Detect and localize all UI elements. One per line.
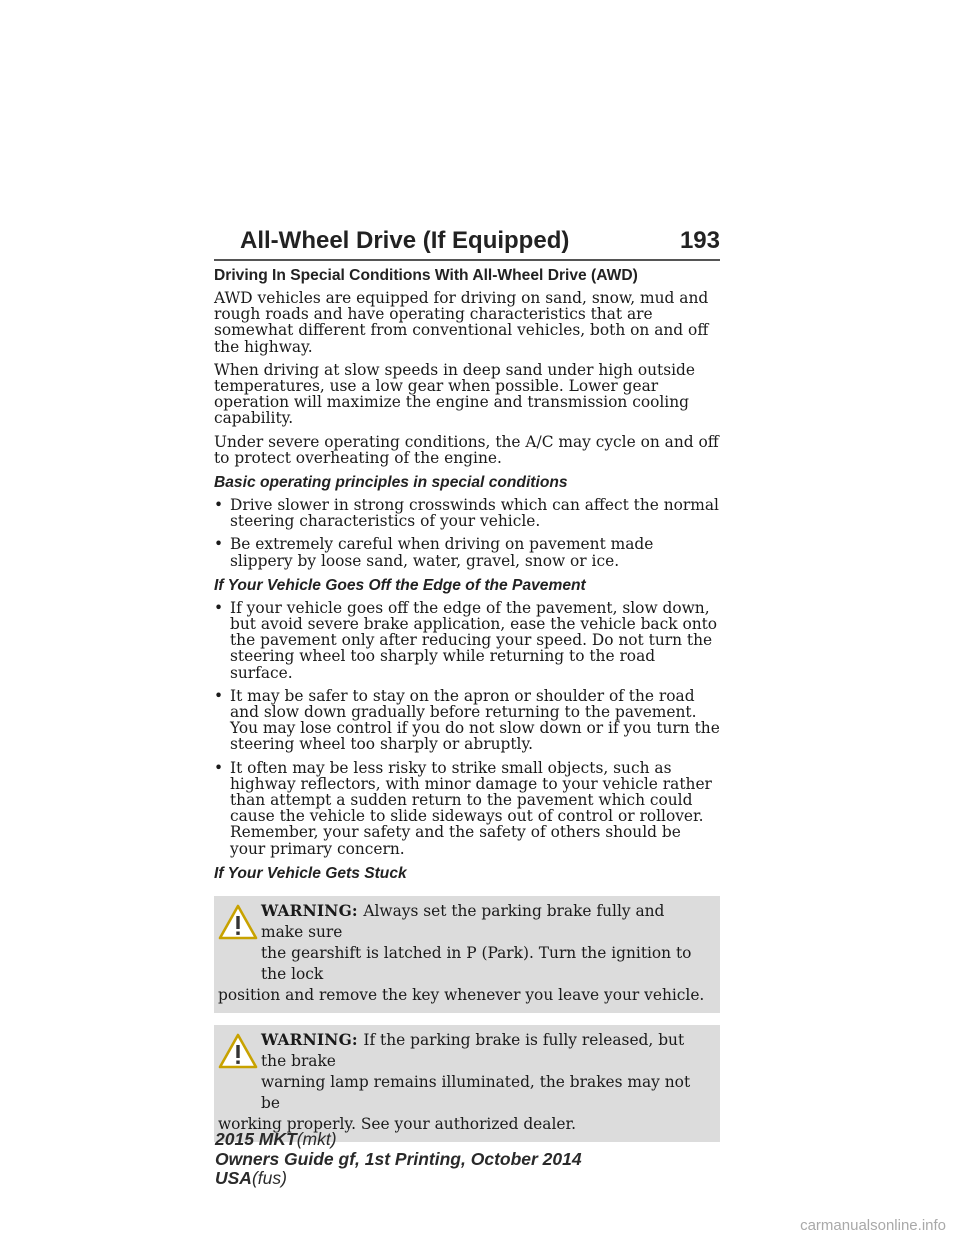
paragraph: Under severe operating conditions, the A/C may cycle on and off to protect overheating of the engine. xyxy=(214,432,719,467)
warning-triangle-icon xyxy=(218,1033,258,1069)
page-content xyxy=(214,266,720,1154)
footer-guide-line: Owners Guide gf, 1st Printing, October 2014 xyxy=(215,1148,582,1169)
section-heading-stuck: If Your Vehicle Gets Stuck xyxy=(214,864,407,882)
section-heading-basic-principles: Basic operating principles in special conditions xyxy=(214,474,568,492)
warning-box xyxy=(214,896,720,1013)
warning-line: the gearshift is latched in P (Park). Turn the ignition to the lock xyxy=(261,943,692,983)
chapter-title: All-Wheel Drive (If Equipped) xyxy=(240,227,570,254)
warning-line: warning lamp remains illuminated, the brakes may not be xyxy=(261,1072,691,1112)
warning-line: position and remove the key whenever you leave your vehicle. xyxy=(218,985,705,1004)
bullet-marker: • xyxy=(214,496,224,515)
footer-region: USA xyxy=(215,1168,252,1188)
warning-first-line xyxy=(218,901,708,943)
paragraph: When driving at slow speeds in deep sand under high outside temperatures, use a low gear when possible. Lower gear operation will maximize the engine and transmission cooling capability. xyxy=(214,360,696,428)
page-footer xyxy=(215,1130,582,1189)
section-heading-off-pavement: If Your Vehicle Goes Off the Edge of the Pavement xyxy=(214,576,586,594)
footer-region-code: (fus) xyxy=(251,1168,287,1188)
bullet-marker: • xyxy=(214,598,224,617)
footer-model: 2015 MKT xyxy=(215,1129,297,1149)
bullet-marker: • xyxy=(214,686,224,705)
paragraph: AWD vehicles are equipped for driving on sand, snow, mud and rough roads and have operating characteristics that are somewhat different from conventional vehicles, both on and off the highway. xyxy=(214,289,709,356)
page-header xyxy=(240,226,720,256)
list-item xyxy=(214,497,720,529)
warning-line: If the parking brake is fully released, but the brake xyxy=(261,1030,685,1070)
page-number: 193 xyxy=(679,227,720,254)
warning-first-line xyxy=(218,1030,708,1072)
list-item xyxy=(214,536,720,568)
footer-region-line xyxy=(215,1169,582,1189)
footer-model-line xyxy=(215,1130,582,1150)
warning-label: WARNING: xyxy=(261,901,364,920)
list-item-text: It often may be less risky to strike small objects, such as highway reflectors, with minor damage to your vehicle rather than attempt a sudden return to the pavement which could cause the vehicle to slide sideways out of control or rollover. Remember, your safety and the safety of others should be your primary concern. xyxy=(230,758,712,858)
list-item xyxy=(214,600,720,681)
warning-text xyxy=(218,901,708,1006)
warning-triangle-icon xyxy=(218,904,258,940)
list-item-text: Be extremely careful when driving on pavement made slippery by loose sand, water, gravel, snow or ice. xyxy=(230,535,654,570)
bullet-list-basic-principles xyxy=(214,497,720,569)
list-item-text: Drive slower in strong crosswinds which can affect the normal steering characteristics of your vehicle. xyxy=(230,496,719,531)
warning-label: WARNING: xyxy=(261,1030,364,1049)
bullet-marker: • xyxy=(214,535,224,554)
warning-line: working properly. See your authorized dealer. xyxy=(218,1114,577,1133)
watermark-text: carmanualsonline.info xyxy=(800,1217,946,1234)
header-divider xyxy=(214,259,720,261)
warning-text xyxy=(218,1030,708,1135)
list-item-text: If your vehicle goes off the edge of the pavement, slow down, but avoid severe brake application, ease the vehicle back onto the pavement only after reducing your speed. Do not turn the steering wheel too sharply while returning to the road surface. xyxy=(230,598,718,682)
warning-box xyxy=(214,1025,720,1142)
bullet-list-off-pavement xyxy=(214,600,720,857)
list-item xyxy=(214,760,720,857)
list-item-text: It may be safer to stay on the apron or shoulder of the road and slow down gradually before returning to the pavement. You may lose control if you do not slow down or if you turn the steering wheel too sharply or abruptly. xyxy=(230,686,720,754)
warning-line: Always set the parking brake fully and make sure xyxy=(261,901,665,941)
list-item xyxy=(214,688,720,753)
bullet-marker: • xyxy=(214,758,224,777)
section-heading-special-conditions: Driving In Special Conditions With All-Wheel Drive (AWD) xyxy=(214,267,638,284)
footer-model-code: (mkt) xyxy=(296,1129,337,1149)
